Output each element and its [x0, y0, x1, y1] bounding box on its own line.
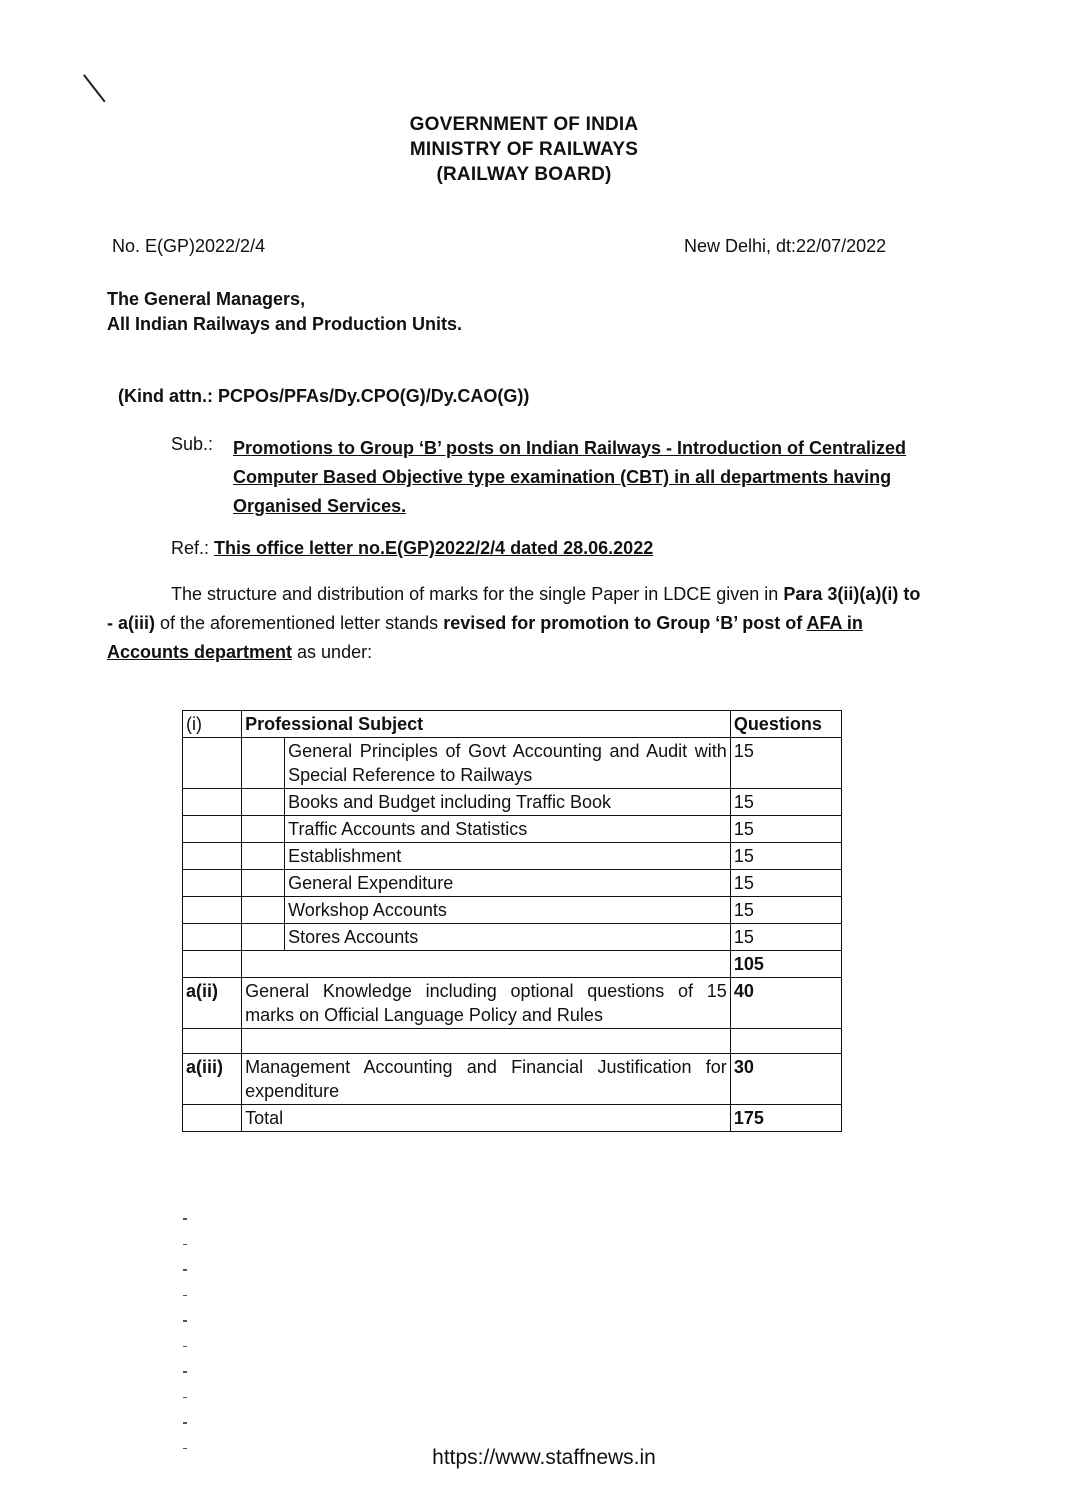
addressee-line-2: All Indian Railways and Production Units.: [107, 314, 463, 334]
subject-label: Sub.:: [171, 434, 214, 454]
reference-label: Ref.:: [171, 538, 210, 558]
total-value: 175: [730, 1105, 841, 1132]
header-col-1: (i): [183, 711, 242, 738]
a-ii-questions: 40: [730, 978, 841, 1029]
letterhead-line-2: MINISTRY OF RAILWAYS: [409, 139, 639, 160]
letter-number: No. E(GP)2022/2/4: [112, 236, 266, 256]
letterhead-line-3: (RAILWAY BOARD): [436, 164, 612, 185]
subtotal-value: 105: [730, 951, 841, 978]
scan-marks: [183, 1218, 191, 1473]
header-col-2: Professional Subject: [242, 711, 731, 738]
subject-questions: 15: [730, 897, 841, 924]
a-iii-label: a(iii): [183, 1054, 242, 1105]
table-row: [183, 789, 842, 816]
subject-questions: 15: [730, 870, 841, 897]
marks-table: [182, 710, 842, 1132]
subject-questions: 15: [730, 843, 841, 870]
subject-name: Books and Budget including Traffic Book: [285, 789, 731, 816]
para-part-1: The structure and distribution of marks for the single Paper in LDCE given in: [171, 584, 779, 604]
a-ii-text: General Knowledge including optional questions of 15 marks on Official Language Policy and Rules: [242, 978, 731, 1029]
a-iii-questions: 30: [730, 1054, 841, 1105]
subject-questions: 15: [730, 738, 841, 789]
subject-name: General Expenditure: [285, 870, 731, 897]
table-row: [183, 870, 842, 897]
table-row: [183, 843, 842, 870]
pen-mark: [83, 74, 105, 102]
a-iii-row: [183, 1054, 842, 1105]
addressee: [107, 287, 462, 337]
table-header-row: [183, 711, 842, 738]
para-part-4: revised for promotion to Group ‘B’ post of: [443, 613, 807, 633]
para-part-5: AFA in Accounts department: [107, 613, 863, 662]
footer-url: https://www.staffnews.in: [432, 1446, 656, 1469]
reference-text: This office letter no.E(GP)2022/2/4 dated 28.06.2022: [214, 538, 654, 558]
attention-line: (Kind attn.: PCPOs/PFAs/Dy.CPO(G)/Dy.CAO(G)): [118, 386, 530, 406]
total-label: Total: [242, 1105, 731, 1132]
total-row: [183, 1105, 842, 1132]
a-ii-label: a(ii): [183, 978, 242, 1029]
subject-name: Workshop Accounts: [285, 897, 731, 924]
addressee-line-1: The General Managers,: [107, 289, 306, 309]
subject-text: Promotions to Group ‘B’ posts on Indian Railways - Introduction of Centralized Computer Based Objective type examination (CBT) in all departments having Organised Services.: [233, 438, 907, 516]
subject-name: Establishment: [285, 843, 731, 870]
letter-date: New Delhi, dt:22/07/2022: [684, 236, 887, 256]
subject-name: Stores Accounts: [285, 924, 731, 951]
subject-name: Traffic Accounts and Statistics: [285, 816, 731, 843]
header-col-3: Questions: [730, 711, 841, 738]
letterhead: [0, 112, 1088, 187]
table-row: [183, 924, 842, 951]
para-part-3: of the aforementioned letter stands: [155, 613, 444, 633]
para-part-6: as under:: [292, 642, 373, 662]
letterhead-line-1: GOVERNMENT OF INDIA: [409, 114, 639, 135]
subject-name: General Principles of Govt Accounting and Audit with Special Reference to Railways: [285, 738, 731, 789]
subject-questions: 15: [730, 789, 841, 816]
a-ii-row: [183, 978, 842, 1029]
table-row: [183, 738, 842, 789]
table-row: [183, 816, 842, 843]
reference-line: [171, 538, 653, 559]
a-iii-text: Management Accounting and Financial Justification for expenditure: [242, 1054, 731, 1105]
body-paragraph: [107, 580, 927, 667]
subject-questions: 15: [730, 816, 841, 843]
para-part-2: Para 3(ii)(a)(i) to - a(iii): [107, 584, 921, 633]
empty-row: [183, 1029, 842, 1054]
subtotal-row: [183, 951, 842, 978]
table-row: [183, 897, 842, 924]
subject-questions: 15: [730, 924, 841, 951]
